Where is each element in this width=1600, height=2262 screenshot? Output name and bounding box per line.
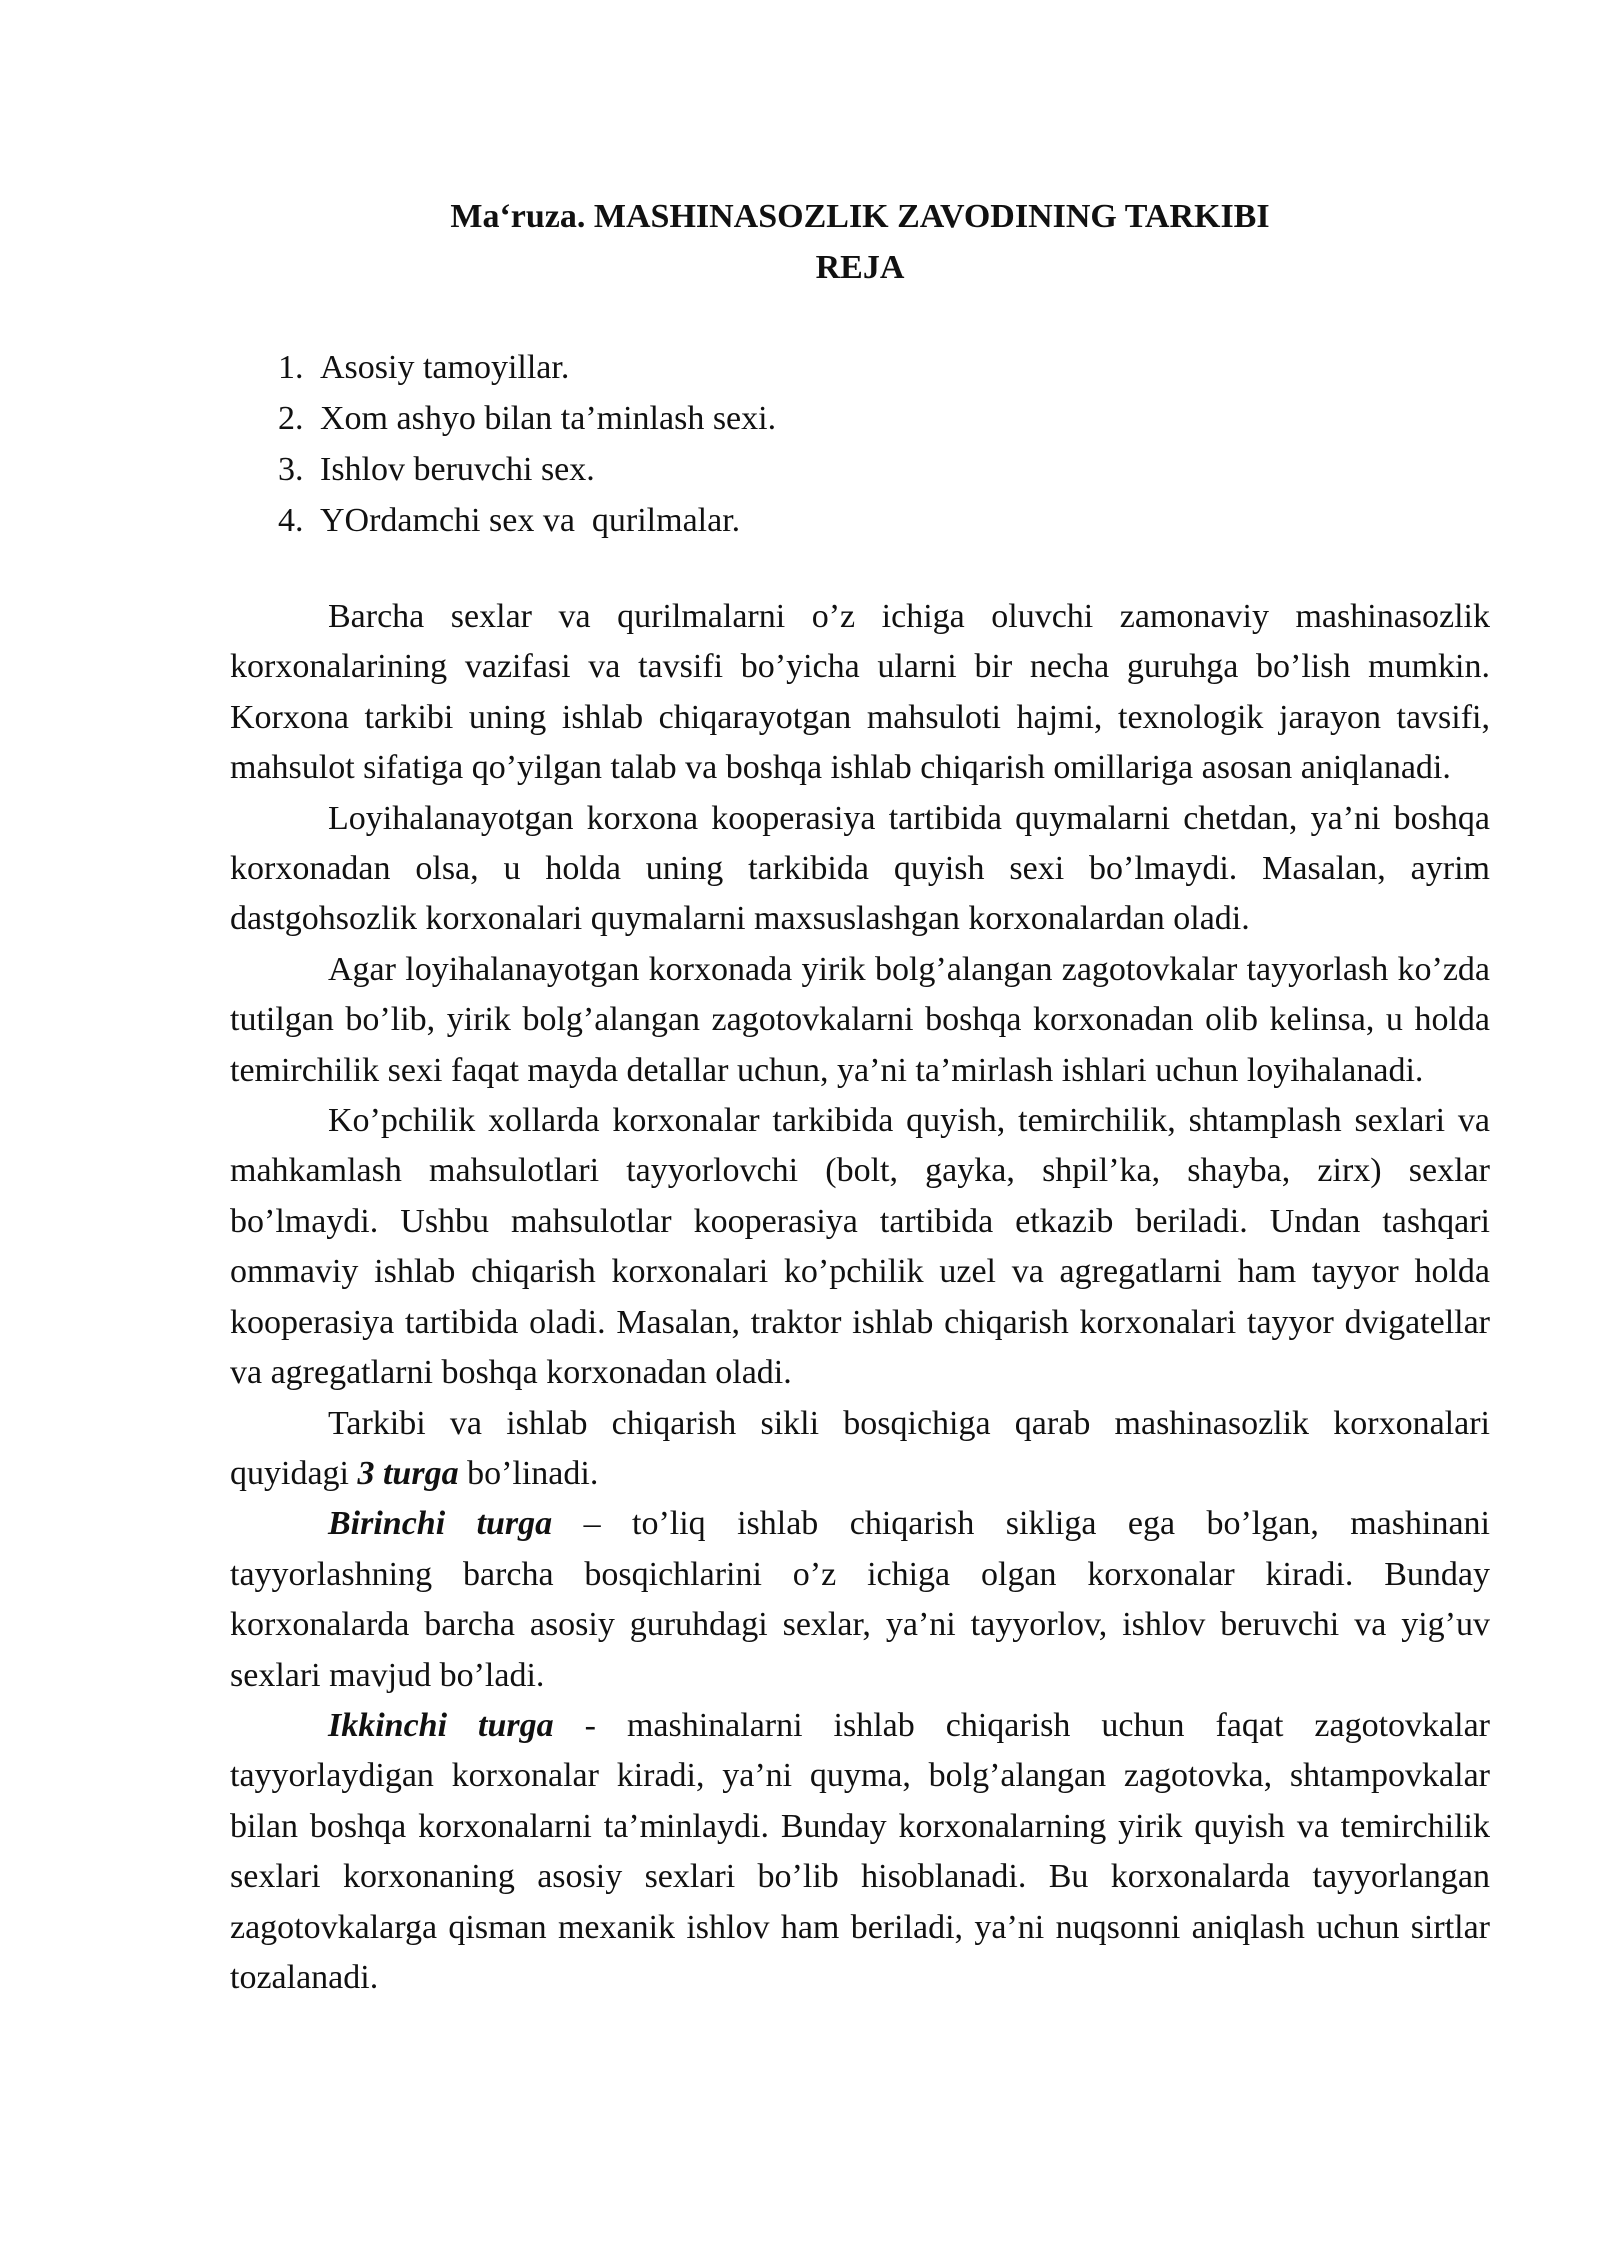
paragraph-2: Loyihalanayotgan korxona kooperasiya tartibida quymalarni chetdan, ya’ni boshqa korxonadan olsa, u holda uning tarkibida quyish sexi bo’lmaydi. Masalan, ayrim dastgohsozlik korxonalari quymalarni maxsuslashgan korxonalardan oladi.	[230, 799, 1490, 938]
page-title: Ma‘ruza. MASHINASOZLIK ZAVODINING TARKIBI	[450, 198, 1270, 235]
paragraph-5	[230, 1399, 1490, 1500]
plan-item-text: YOrdamchi sex va qurilmalar.	[320, 502, 741, 539]
plan-item	[278, 444, 776, 495]
paragraph-5-ending: bo’linadi.	[458, 1454, 599, 1492]
second-type-term: Ikkinchi turga	[328, 1706, 554, 1744]
plan-item-number: 2.	[278, 400, 304, 437]
plan-list	[278, 342, 776, 546]
plan-item	[278, 342, 776, 393]
plan-item-text: Xom ashyo bilan ta’minlash sexi.	[320, 400, 777, 437]
second-type-definition: - mashinalarni ishlab chiqarish uchun faqat zagotovkalar tayyorlaydigan korxonalar kiradi, ya’ni quyma, bolg’alangan zagotovka, shtampovkalar bilan boshqa korxonalarni ta’minlaydi. Bunday korxonalarning yirik quyish va temirchilik sexlari korxonaning asosiy sexlari bo’lib hisoblanadi. Bu korxonalarda tayyorlangan zagotovkalarga qisman mexanik ishlov ham beriladi, ya’ni nuqsonni aniqlash uchun sirtlar tozalanadi.	[230, 1706, 1490, 1996]
first-type-definition: – to’liq ishlab chiqarish sikliga ega bo’lgan, mashinani tayyorlashning barcha bosqichlarini o’z ichiga olgan korxonalar kiradi. Bunday korxonalarda barcha asosiy guruhdagi sexlar, ya’ni tayyorlov, ishlov beruvchi va yig’uv sexlari mavjud bo’ladi.	[230, 1505, 1490, 1694]
plan-item	[278, 495, 776, 546]
plan-item-text: Ishlov beruvchi sex.	[320, 451, 595, 488]
plan-item	[278, 393, 776, 444]
three-types-emphasis: 3 turga	[357, 1454, 459, 1492]
paragraph-5-text: Tarkibi va ishlab chiqarish sikli bosqichiga qarab mashinasozlik korxonalari quyidagi	[230, 1404, 1490, 1492]
plan-item-number: 4.	[278, 502, 304, 539]
plan-item-number: 1.	[278, 349, 304, 386]
paragraph-3: Agar loyihalanayotgan korxonada yirik bolg’alangan zagotovkalar tayyorlash ko’zda tutilgan bo’lib, yirik bolg’alangan zagotovkalarni boshqa korxonadan olib kelinsa, u holda temirchilik sexi faqat mayda detallar uchun, ya’ni ta’mirlash ishlari uchun loyihalanadi.	[230, 950, 1490, 1089]
paragraph-1: Barcha sexlar va qurilmalarni o’z ichiga oluvchi zamonaviy mashinasozlik korxonalarining vazifasi va tavsifi bo’yicha ularni bir necha guruhga bo’lish mumkin. Korxona tarkibi uning ishlab chiqarayotgan mahsuloti hajmi, texnologik jarayon tavsifi, mahsulot sifatiga qo’yilgan talab va boshqa ishlab chiqarish omillariga asosan aniqlanadi.	[230, 598, 1490, 787]
paragraph-7	[230, 1701, 1490, 2003]
plan-item-number: 3.	[278, 451, 304, 488]
body-text	[230, 592, 1490, 2003]
first-type-term: Birinchi turga	[328, 1505, 553, 1543]
plan-heading: REJA	[815, 249, 905, 286]
paragraph-4: Ko’pchilik xollarda korxonalar tarkibida quyish, temirchilik, shtamplash sexlari va mahkamlash mahsulotlari tayyorlovchi (bolt, gayka, shpil’ka, shayba, zirx) sexlar bo’lmaydi. Ushbu mahsulotlar kooperasiya tartibida etkazib beriladi. Undan tashqari ommaviy ishlab chiqarish korxonalari ko’pchilik uzel va agregatlarni ham tayyor holda kooperasiya tartibida oladi. Masalan, traktor ishlab chiqarish korxonalari tayyor dvigatellar va agregatlarni boshqa korxonadan oladi.	[230, 1102, 1490, 1392]
paragraph-6	[230, 1499, 1490, 1701]
plan-item-text: Asosiy tamoyillar.	[320, 349, 570, 386]
